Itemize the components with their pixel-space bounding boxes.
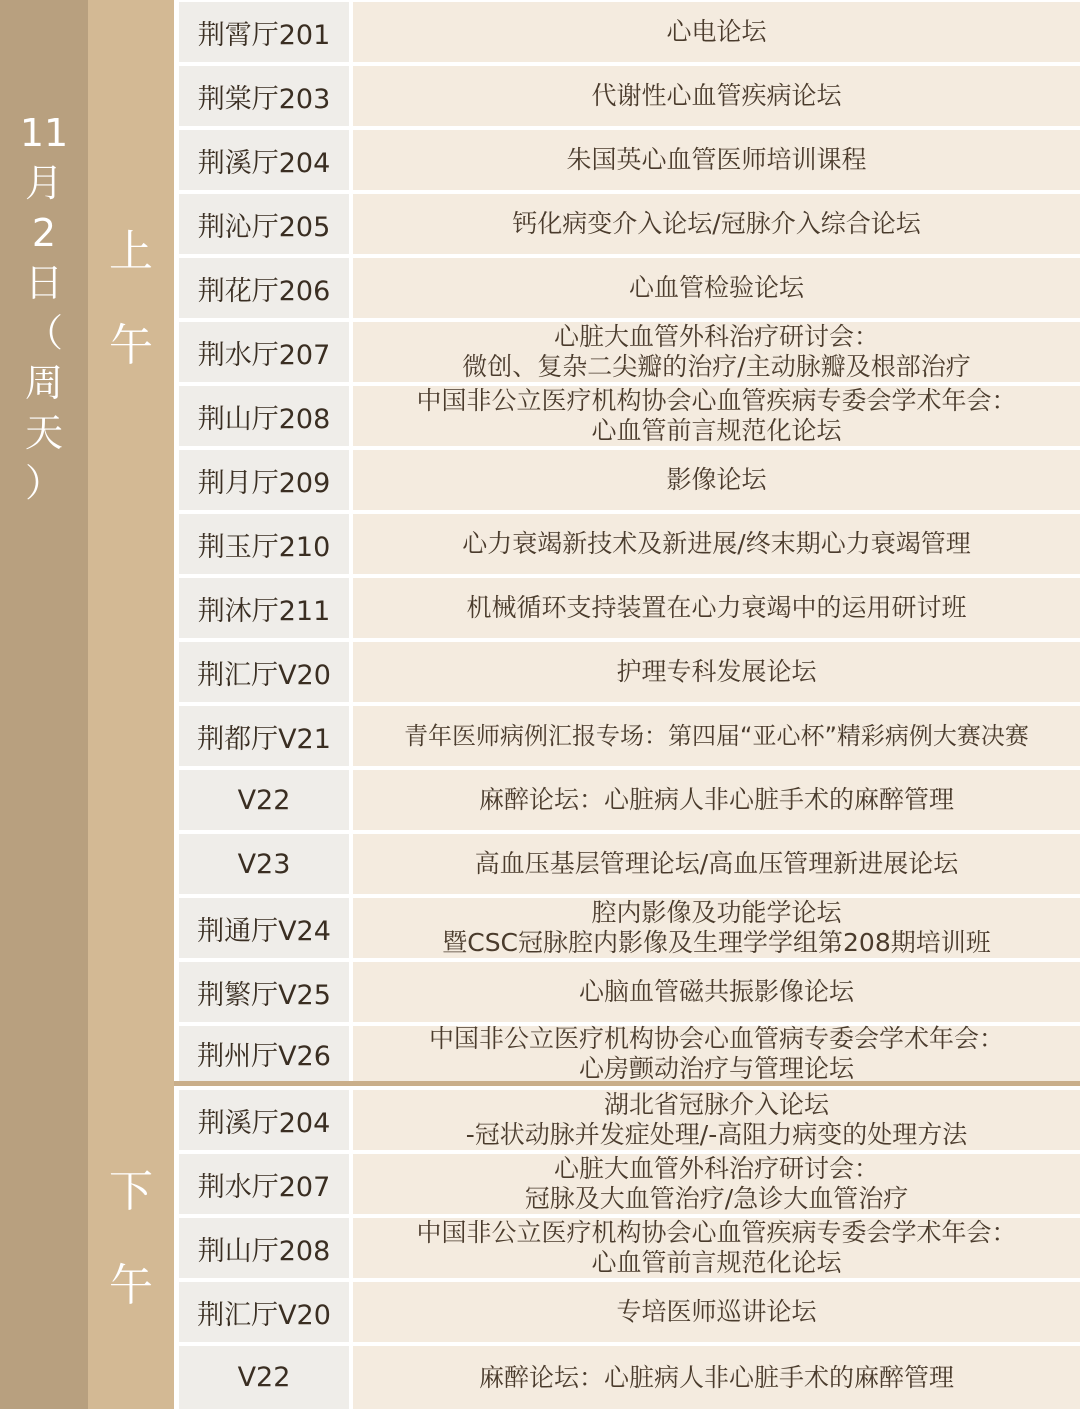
table-row — [174, 1282, 1080, 1342]
topic-line: 湖北省冠脉介入论坛 — [603, 1090, 829, 1119]
date-column — [0, 0, 88, 1409]
session-topic — [353, 706, 1080, 766]
table-row — [174, 706, 1080, 766]
table-row — [174, 130, 1080, 190]
room-name: 荆溪厅204 — [179, 130, 349, 190]
topic-line: 微创、复杂二尖瓣的治疗/主动脉瓣及根部治疗 — [462, 352, 971, 381]
session-topic — [353, 258, 1080, 318]
room-name: V22 — [179, 1346, 349, 1409]
period-char: 下 — [109, 1166, 153, 1217]
date-char: （ — [24, 311, 63, 355]
period-char: 午 — [109, 1260, 153, 1311]
session-topic — [353, 1090, 1080, 1150]
topic-line: 护理专科发展论坛 — [616, 657, 817, 686]
session-topic — [353, 322, 1080, 382]
topic-line: 中国非公立医疗机构协会心血管疾病专委会学术年会： — [416, 386, 1017, 415]
session-topic — [353, 386, 1080, 446]
session-topic — [353, 66, 1080, 126]
topic-line: 心脏大血管外科治疗研讨会： — [553, 1154, 879, 1183]
date-char: 天 — [24, 411, 63, 455]
topic-line: 机械循环支持装置在心力衰竭中的运用研讨班 — [466, 593, 967, 622]
table-row — [174, 1023, 1080, 1083]
session-topic — [353, 194, 1080, 254]
topic-line: 心血管前言规范化论坛 — [591, 1248, 842, 1277]
topic-line: 中国非公立医疗机构协会心血管疾病专委会学术年会： — [416, 1218, 1017, 1247]
date-label — [0, 108, 88, 508]
room-name: 荆州厅V26 — [179, 1026, 349, 1081]
afternoon-column — [88, 1085, 174, 1409]
session-topic — [353, 2, 1080, 62]
table-row — [174, 194, 1080, 254]
room-name: 荆都厅V21 — [179, 706, 349, 766]
table-row — [174, 834, 1080, 894]
session-topic — [353, 1154, 1080, 1214]
date-char: 日 — [24, 261, 63, 305]
room-name: 荆水厅207 — [179, 1154, 349, 1214]
topic-line: 冠脉及大血管治疗/急诊大血管治疗 — [524, 1184, 909, 1213]
topic-line: 中国非公立医疗机构协会心血管病专委会学术年会： — [428, 1023, 1004, 1053]
morning-label — [88, 215, 174, 373]
topic-line: 朱国英心血管医师培训课程 — [566, 145, 867, 174]
table-row — [174, 1346, 1080, 1409]
room-name: 荆溪厅204 — [179, 1090, 349, 1150]
table-row — [174, 66, 1080, 126]
topic-line: 心电论坛 — [666, 17, 767, 46]
date-char: 11 — [19, 111, 69, 155]
table-row — [174, 770, 1080, 830]
session-topic — [353, 514, 1080, 574]
session-topic — [353, 578, 1080, 638]
room-name: 荆月厅209 — [179, 450, 349, 510]
table-row — [174, 1154, 1080, 1214]
session-topic — [353, 962, 1080, 1022]
room-name: V22 — [179, 770, 349, 830]
room-name: 荆沁厅205 — [179, 194, 349, 254]
table-row — [174, 962, 1080, 1022]
topic-line: 心脑血管磁共振影像论坛 — [578, 977, 854, 1006]
table-row — [174, 578, 1080, 638]
room-name: V23 — [179, 834, 349, 894]
room-name: 荆沐厅211 — [179, 578, 349, 638]
room-name: 荆棠厅203 — [179, 66, 349, 126]
table-row — [174, 642, 1080, 702]
table-row — [174, 514, 1080, 574]
date-char: 月 — [24, 161, 63, 205]
session-topic — [353, 898, 1080, 958]
session-topic — [353, 770, 1080, 830]
session-topic — [353, 1282, 1080, 1342]
topic-line: 代谢性心血管疾病论坛 — [591, 81, 842, 110]
room-name: 荆霄厅201 — [179, 2, 349, 62]
room-name: 荆繁厅V25 — [179, 962, 349, 1022]
session-topic — [353, 450, 1080, 510]
topic-line: -冠状动脉并发症处理/-高阻力病变的处理方法 — [465, 1120, 968, 1149]
topic-line: 影像论坛 — [666, 465, 767, 494]
topic-line: 麻醉论坛：心脏病人非心脏手术的麻醉管理 — [478, 1362, 954, 1392]
table-row — [174, 1090, 1080, 1150]
topic-line: 青年医师病例汇报专场：第四届“亚心杯”精彩病例大赛决赛 — [404, 722, 1029, 750]
session-topic — [353, 1218, 1080, 1278]
session-topic — [353, 642, 1080, 702]
room-name: 荆山厅208 — [179, 386, 349, 446]
afternoon-label — [88, 1155, 174, 1313]
topic-line: 暨CSC冠脉腔内影像及生理学学组第208期培训班 — [442, 928, 991, 957]
topic-line: 心血管前言规范化论坛 — [591, 416, 842, 445]
room-name: 荆汇厅V20 — [179, 1282, 349, 1342]
table-row — [174, 322, 1080, 382]
room-name: 荆汇厅V20 — [179, 642, 349, 702]
room-name: 荆山厅208 — [179, 1218, 349, 1278]
date-char: 2 — [31, 211, 57, 255]
session-topic — [353, 1346, 1080, 1409]
session-topic — [353, 1023, 1080, 1083]
session-topic — [353, 834, 1080, 894]
topic-line: 钙化病变介入论坛/冠脉介入综合论坛 — [512, 209, 921, 238]
table-row — [174, 2, 1080, 62]
room-name: 荆通厅V24 — [179, 898, 349, 958]
date-char: ） — [24, 461, 63, 505]
topic-line: 心力衰竭新技术及新进展/终末期心力衰竭管理 — [462, 529, 971, 558]
table-row — [174, 258, 1080, 318]
room-name: 荆花厅206 — [179, 258, 349, 318]
table-row — [174, 450, 1080, 510]
topic-line: 心房颤动治疗与管理论坛 — [578, 1053, 854, 1083]
period-char: 上 — [109, 226, 153, 277]
topic-line: 腔内影像及功能学论坛 — [591, 898, 842, 927]
table-row — [174, 898, 1080, 958]
topic-line: 心脏大血管外科治疗研讨会： — [553, 322, 879, 351]
morning-column — [88, 0, 174, 1085]
table-row — [174, 386, 1080, 446]
room-name: 荆玉厅210 — [179, 514, 349, 574]
topic-line: 麻醉论坛：心脏病人非心脏手术的麻醉管理 — [478, 785, 954, 814]
room-name: 荆水厅207 — [179, 322, 349, 382]
topic-line: 专培医师巡讲论坛 — [616, 1297, 817, 1326]
table-row — [174, 1218, 1080, 1278]
date-char: 周 — [24, 361, 63, 405]
session-topic — [353, 130, 1080, 190]
period-char: 午 — [109, 320, 153, 371]
topic-line: 心血管检验论坛 — [628, 273, 804, 302]
topic-line: 高血压基层管理论坛/高血压管理新进展论坛 — [474, 849, 959, 878]
